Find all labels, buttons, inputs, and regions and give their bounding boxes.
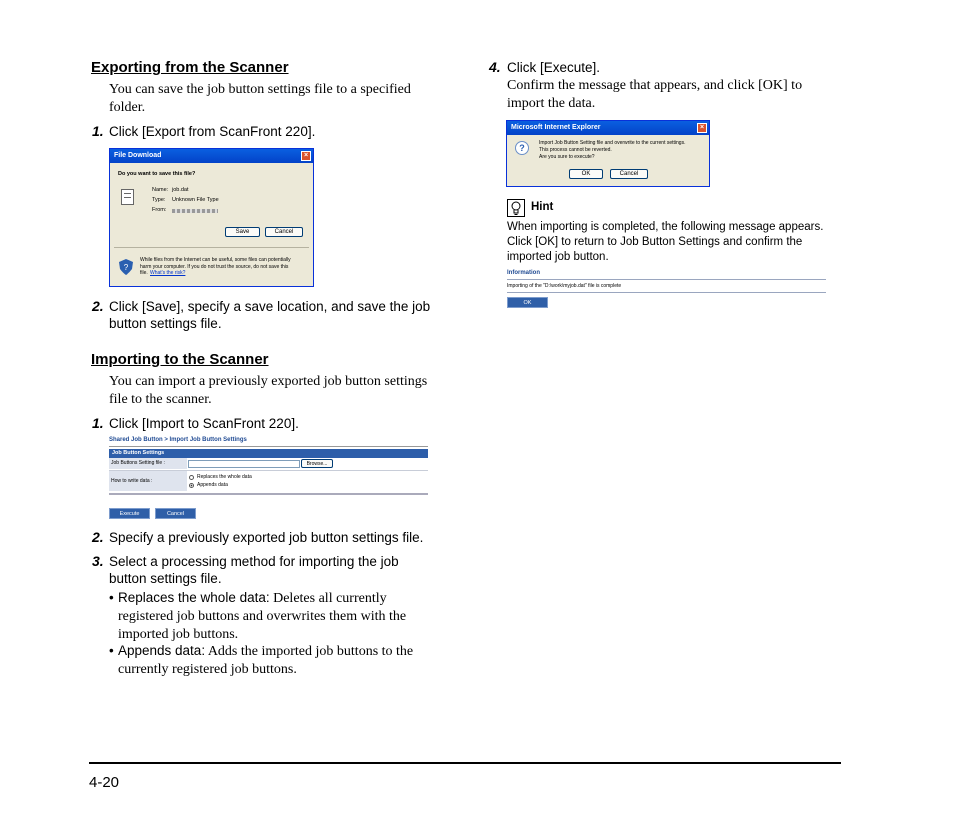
- file-download-dialog: [109, 148, 314, 287]
- ie-line3: Are you sure to execute?: [539, 154, 595, 160]
- import-step4-number: 4.: [489, 59, 501, 75]
- file-label: Job Buttons Setting file :: [111, 460, 165, 466]
- browse-button[interactable]: Browse...: [301, 459, 333, 468]
- bullet-append-desc: Adds the imported job buttons to the currently registered job buttons.: [118, 644, 414, 677]
- warning-line1: While files from the Internet can be useful, some files can potentially: [140, 257, 291, 263]
- import-step3-number: 3.: [92, 553, 104, 569]
- ok-button[interactable]: OK: [569, 169, 603, 179]
- ie-dialog-title: Microsoft Internet Explorer: [511, 124, 601, 131]
- ie-confirm-dialog: [506, 120, 710, 187]
- import-step2-text: Specify a previously exported job button settings file.: [109, 530, 424, 545]
- name-label: Name:: [152, 187, 169, 193]
- svg-text:?: ?: [123, 263, 129, 272]
- save-button[interactable]: Save: [225, 227, 260, 237]
- close-icon[interactable]: ×: [301, 151, 311, 161]
- import-step1-number: 1.: [92, 415, 104, 431]
- dialog-question: Do you want to save this file?: [118, 171, 196, 177]
- replace-radio[interactable]: [189, 475, 194, 480]
- ie-line1: Import Job Button Setting file and overwrite to the current settings.: [539, 140, 686, 146]
- info-message: Importing of the "D:\work\myjob.dat" file is complete: [507, 283, 622, 289]
- section-title: Job Button Settings: [109, 449, 428, 458]
- question-icon: ?: [515, 141, 529, 155]
- import-heading: Importing to the Scanner: [91, 351, 269, 368]
- info-ok-button[interactable]: OK: [507, 297, 548, 308]
- ie-dialog-title-bar: [507, 121, 709, 135]
- lightbulb-icon: [507, 199, 525, 217]
- import-step4-text: Click [Execute].: [507, 60, 601, 75]
- export-step2-text: Click [Save], specify a save location, and save the job button settings file.: [109, 299, 431, 331]
- type-label: Type:: [152, 197, 166, 203]
- execute-button[interactable]: Execute: [109, 508, 150, 519]
- export-step1-number: 1.: [92, 123, 104, 139]
- option-replace-label: Replaces the whole data: [197, 474, 252, 480]
- ie-line2: This process cannot be reverted.: [539, 147, 612, 153]
- bullet-replace-desc: Deletes all currently registered job buttons and overwrites them with the imported job buttons.: [118, 591, 407, 642]
- hint-text: When importing is completed, the following message appears. Click [OK] to return to Job Button Settings and confirm the imported job button.: [507, 221, 824, 263]
- file-path-input[interactable]: [188, 460, 300, 468]
- from-value-redacted: [172, 209, 218, 213]
- dialog-title: File Download: [114, 152, 162, 159]
- import-step2-number: 2.: [92, 529, 104, 545]
- type-value: Unknown File Type: [172, 197, 219, 203]
- dialog-title-bar: [110, 149, 313, 163]
- bullet-replace-term: Replaces the whole data:: [118, 590, 270, 605]
- bullet-append-term: Appends data:: [118, 643, 206, 658]
- option-append-label: Appends data: [197, 482, 228, 488]
- info-title: Information: [507, 270, 540, 276]
- export-intro: You can save the job button settings file to a specified folder.: [109, 82, 411, 115]
- export-step2-number: 2.: [92, 298, 104, 314]
- job-button-settings-form: [109, 446, 428, 495]
- page-number: 4-20: [89, 774, 120, 791]
- file-icon: [121, 189, 134, 205]
- name-value: job.dat: [172, 187, 189, 193]
- bullet-append: • Appends data: Adds the imported job buttons to the currently registered job buttons.: [109, 643, 414, 677]
- import-step1-text: Click [Import to ScanFront 220].: [109, 416, 299, 431]
- dialog-divider: [114, 247, 309, 248]
- warning-line3: file.: [140, 270, 148, 276]
- from-label: From:: [152, 207, 167, 213]
- append-radio[interactable]: [189, 483, 194, 488]
- close-icon[interactable]: ×: [697, 123, 707, 133]
- ie-cancel-button[interactable]: Cancel: [610, 169, 648, 179]
- footer-rule: [89, 762, 841, 764]
- method-label: How to write data :: [111, 478, 153, 484]
- import-intro: You can import a previously exported job button settings file to the scanner.: [109, 374, 428, 407]
- hint-label: Hint: [531, 201, 554, 213]
- shield-icon: [119, 259, 133, 275]
- import-step3-text: Select a processing method for importing the job button settings file.: [109, 554, 399, 586]
- import-step4-desc: Confirm the message that appears, and click [OK] to import the data.: [507, 78, 803, 111]
- whats-the-risk-link[interactable]: What's the risk?: [150, 270, 186, 276]
- export-heading: Exporting from the Scanner: [91, 59, 289, 76]
- form-cancel-button[interactable]: Cancel: [155, 508, 196, 519]
- bullet-replace: • Replaces the whole data: Deletes all currently registered job buttons and overwrites them with the imported job buttons.: [109, 590, 407, 642]
- breadcrumb: Shared Job Button > Import Job Button Settings: [109, 437, 247, 443]
- warning-line2: harm your computer. If you do not trust the source, do not save this: [140, 263, 289, 270]
- cancel-button[interactable]: Cancel: [265, 227, 303, 237]
- export-step1-text: Click [Export from ScanFront 220].: [109, 124, 316, 139]
